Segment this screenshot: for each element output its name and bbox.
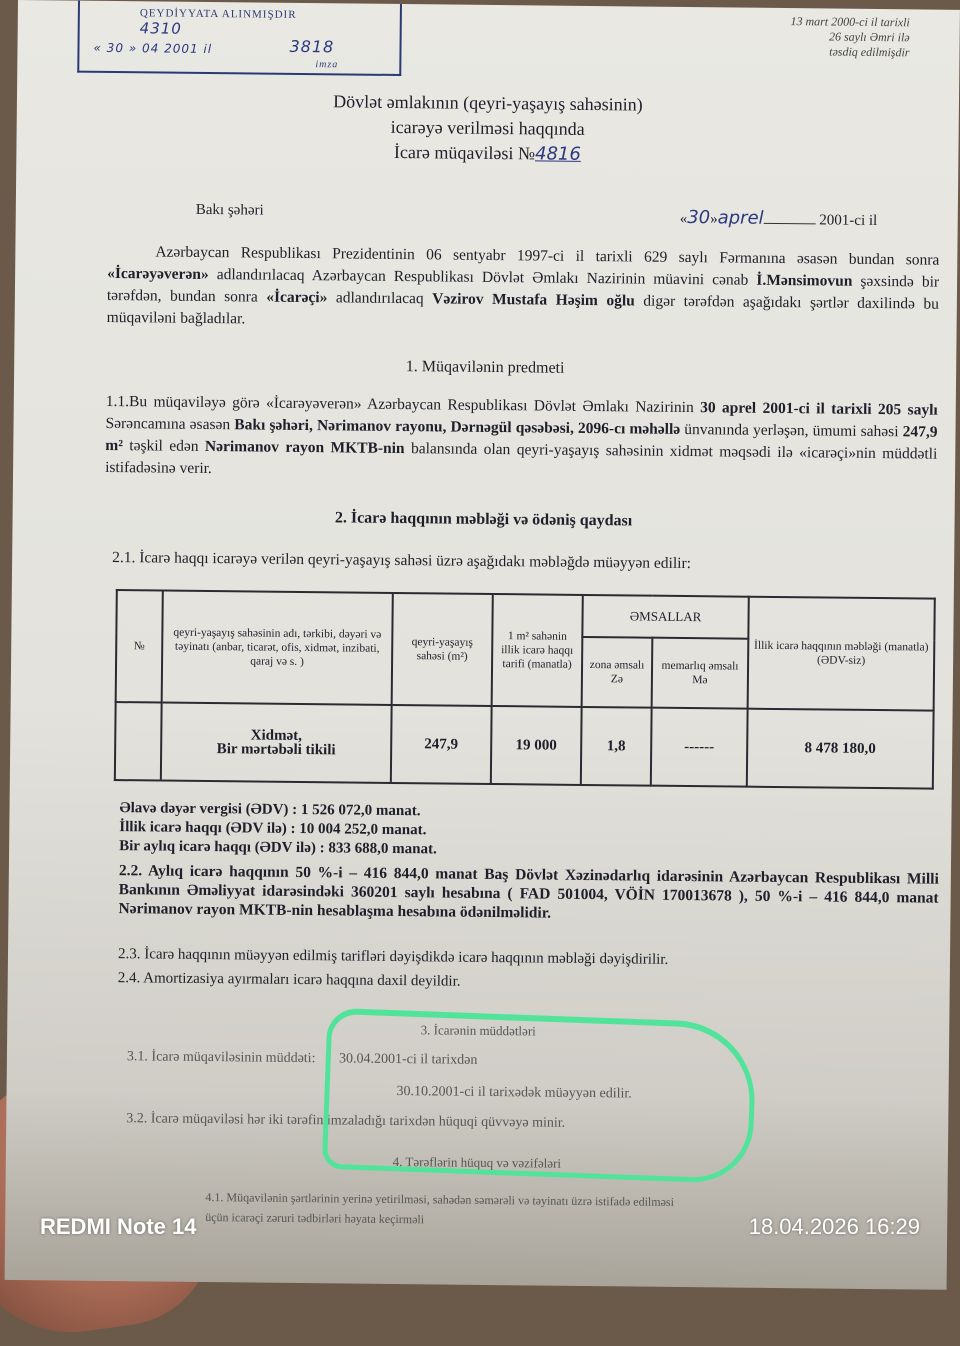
col-header-arch: memarlıq əmsalı Mə — [652, 638, 749, 709]
document-page — [5, 0, 960, 1290]
title-line-3: İcarə müqaviləsi №4816 — [393, 141, 581, 165]
table-row — [115, 702, 934, 789]
col-header-annual: İllik icarə haqqının məbləği (manatla) (ƏDV-siz) — [748, 597, 935, 711]
col-header-tariff: 1 m² sahənin illik icarə haqqı tarifi (manatla) — [492, 594, 583, 707]
city: Bakı şəhəri — [195, 201, 264, 219]
col-header-no: № — [116, 590, 163, 702]
col-header-name: qeyri-yaşayış sahəsinin adı, tərkibi, dəyəri və təyinatı (anbar, ticarət, ofis, xidmət, inzibati, qaraj və s. ) — [162, 591, 393, 705]
annual-line: İllik icarə haqqı (ƏDV ilə) : 10 004 252,0 manat. — [119, 819, 427, 839]
paragraph-3-1-end: 30.10.2001-ci il tarixədək müəyyən edilir. — [396, 1084, 632, 1102]
approval-line: 13 mart 2000-ci il tarixli — [790, 14, 910, 30]
paragraph-3-1: 3.1. İcarə müqaviləsinin müddəti: 30.04.2001-ci il tarixdən — [126, 1049, 478, 1068]
rent-table — [114, 589, 936, 790]
approval-note — [790, 14, 910, 60]
registration-stamp — [77, 1, 402, 76]
approval-line: 26 saylı Əmri ilə — [828, 29, 910, 45]
cell-arch: ------ — [651, 708, 748, 787]
totals-block — [119, 799, 940, 865]
doc-title — [16, 86, 959, 171]
paragraph-2-3: 2.3. İcarə haqqının müəyyən edilmiş tarifləri dəyişdikdə icarə haqqının məbləği dəyişdirilir. — [117, 946, 669, 968]
section-4-line-2: üçün icarəçi zəruri tədbirləri həyata keçirməli — [205, 1210, 425, 1227]
approval-line: təsdiq edilmişdir — [829, 44, 910, 60]
col-header-area: qeyri-yaşayış sahəsi (m²) — [392, 593, 493, 706]
paragraph-3-2: 3.2. İcarə müqaviləsi hər iki tərəfin imzaladığı tarixdən hüquqi qüvvəyə minir. — [126, 1111, 566, 1131]
cell-area: 247,9 — [391, 705, 492, 784]
monthly-line: Bir aylıq icarə haqqı (ƏDV ilə) : 833 688,0 manat. — [119, 838, 437, 858]
section-4-heading: 4. Tərəflərin hüquq və vəzifələri — [392, 1153, 562, 1171]
cell-name: Xidmət, Bir mərtəbəli tikili — [161, 703, 392, 783]
paragraph-2-4: 2.4. Amortizasiya ayırmaları icarə haqqına daxil deyildir. — [117, 970, 461, 990]
title-line-1: Dövlət əmlakının (qeyri-yaşayış sahəsinin) — [333, 91, 643, 115]
title-line-2: icarəyə verilməsi haqqında — [390, 116, 585, 139]
section-4-line-1: 4.1. Müqavilənin şərtlərinin yerinə yetirilməsi, sahədən səmərəli və təyinatı üzrə istifadə edilməsi — [205, 1190, 675, 1209]
section-2-heading: 2. İcarə haqqının məbləği və ödəniş qaydası — [334, 509, 633, 530]
camera-watermark-timestamp: 18.04.2026 16:29 — [748, 1214, 920, 1239]
paragraph-2-2: 2.2. Aylıq icarə haqqının 50 %-i – 416 844,0 manat Baş Dövlət Xəzinədarlıq idarəsinin Azərbaycan Respublikası Milli Bankının Əməliyyat idarəsindəki 360201 saylı hesabına ( FAD 501004, VÖİN 170013678 ), 50 %-i – 416 844,0 manat Nərimanov rayon MKTB-nin hesablaşma hesabına ödənilməlidir. — [118, 862, 939, 922]
section-1-paragraph: 1.1.Bu müqaviləyə görə «İcarəyəverən» Azərbaycan Respublikası Dövlət Əmlakı Nazirinin 30 aprel 2001-ci il tarixli 205 saylı Sərəncamına əsasən Bakı şəhəri, Nərimanov rayonu, Dərnəgül qəsəbəsi, 2096-cı məhəllə ünvanında yerləşən, ümumi sahəsi 247,9 m² təşkil edən Nərimanov rayon MKTB-nin balansında olan qeyri-yaşayış sahəsinin xidmət məqsədi ilə «icarəçi»nin müddətli istifadəsinə verir. — [105, 392, 938, 478]
stamp-hand-number: 4310 — [139, 19, 182, 38]
paragraph-2-1: 2.1. İcarə haqqı icarəyə verilən qeyri-yaşayış sahəsi üzrə aşağıdakı məbləğdə müəyyən edilir: — [112, 549, 692, 573]
stamp-hand-date: « 30 » 04 2001 il — [93, 40, 213, 57]
cell-annual: 8 478 180,0 — [747, 709, 934, 789]
date-row — [195, 201, 936, 230]
stamp-sign-label: imza — [315, 59, 339, 71]
stamp-title: QEYDİYYATA ALINMIŞDIR — [139, 7, 297, 21]
highlight-marker — [322, 1008, 758, 1185]
vat-line: Əlavə dəyər vergisi (ƏDV) : 1 526 072,0 manat. — [119, 800, 421, 820]
cell-tariff: 19 000 — [491, 706, 582, 785]
col-header-coefficients: ƏMSALLAR — [582, 595, 748, 639]
contract-date: «30»aprel 2001-ci il — [679, 207, 878, 230]
cell-zone: 1,8 — [581, 707, 652, 786]
camera-watermark-device: REDMI Note 14 — [40, 1214, 197, 1239]
section-3-heading: 3. İcarənin müddətləri — [420, 1022, 536, 1039]
col-header-zone: zona əmsalı Zə — [582, 637, 653, 708]
contract-number: 4816 — [534, 143, 581, 165]
section-1-heading: 1. Müqavilənin predmeti — [405, 358, 565, 377]
stamp-hand-ref: 3818 — [289, 36, 335, 57]
intro-paragraph: Azərbaycan Respublikası Prezidentinin 06 sentyabr 1997-ci il tarixli 629 saylı Fərmanına əsasən bundan sonra «İcarəyəverən» adlandırılacaq Azərbaycan Respublikası Dövlət Əmlakı Nazirinin müavini cənab İ.Mənsimovun şəxsində bir tərəfdən, bundan sonra «İcarəçi» adlandırılacaq Vəzirov Mustafa Həşim oğlu digər tərəfdən aşağıdakı şərtlər daxilində bu müqaviləni bağladılar. — [106, 243, 940, 328]
